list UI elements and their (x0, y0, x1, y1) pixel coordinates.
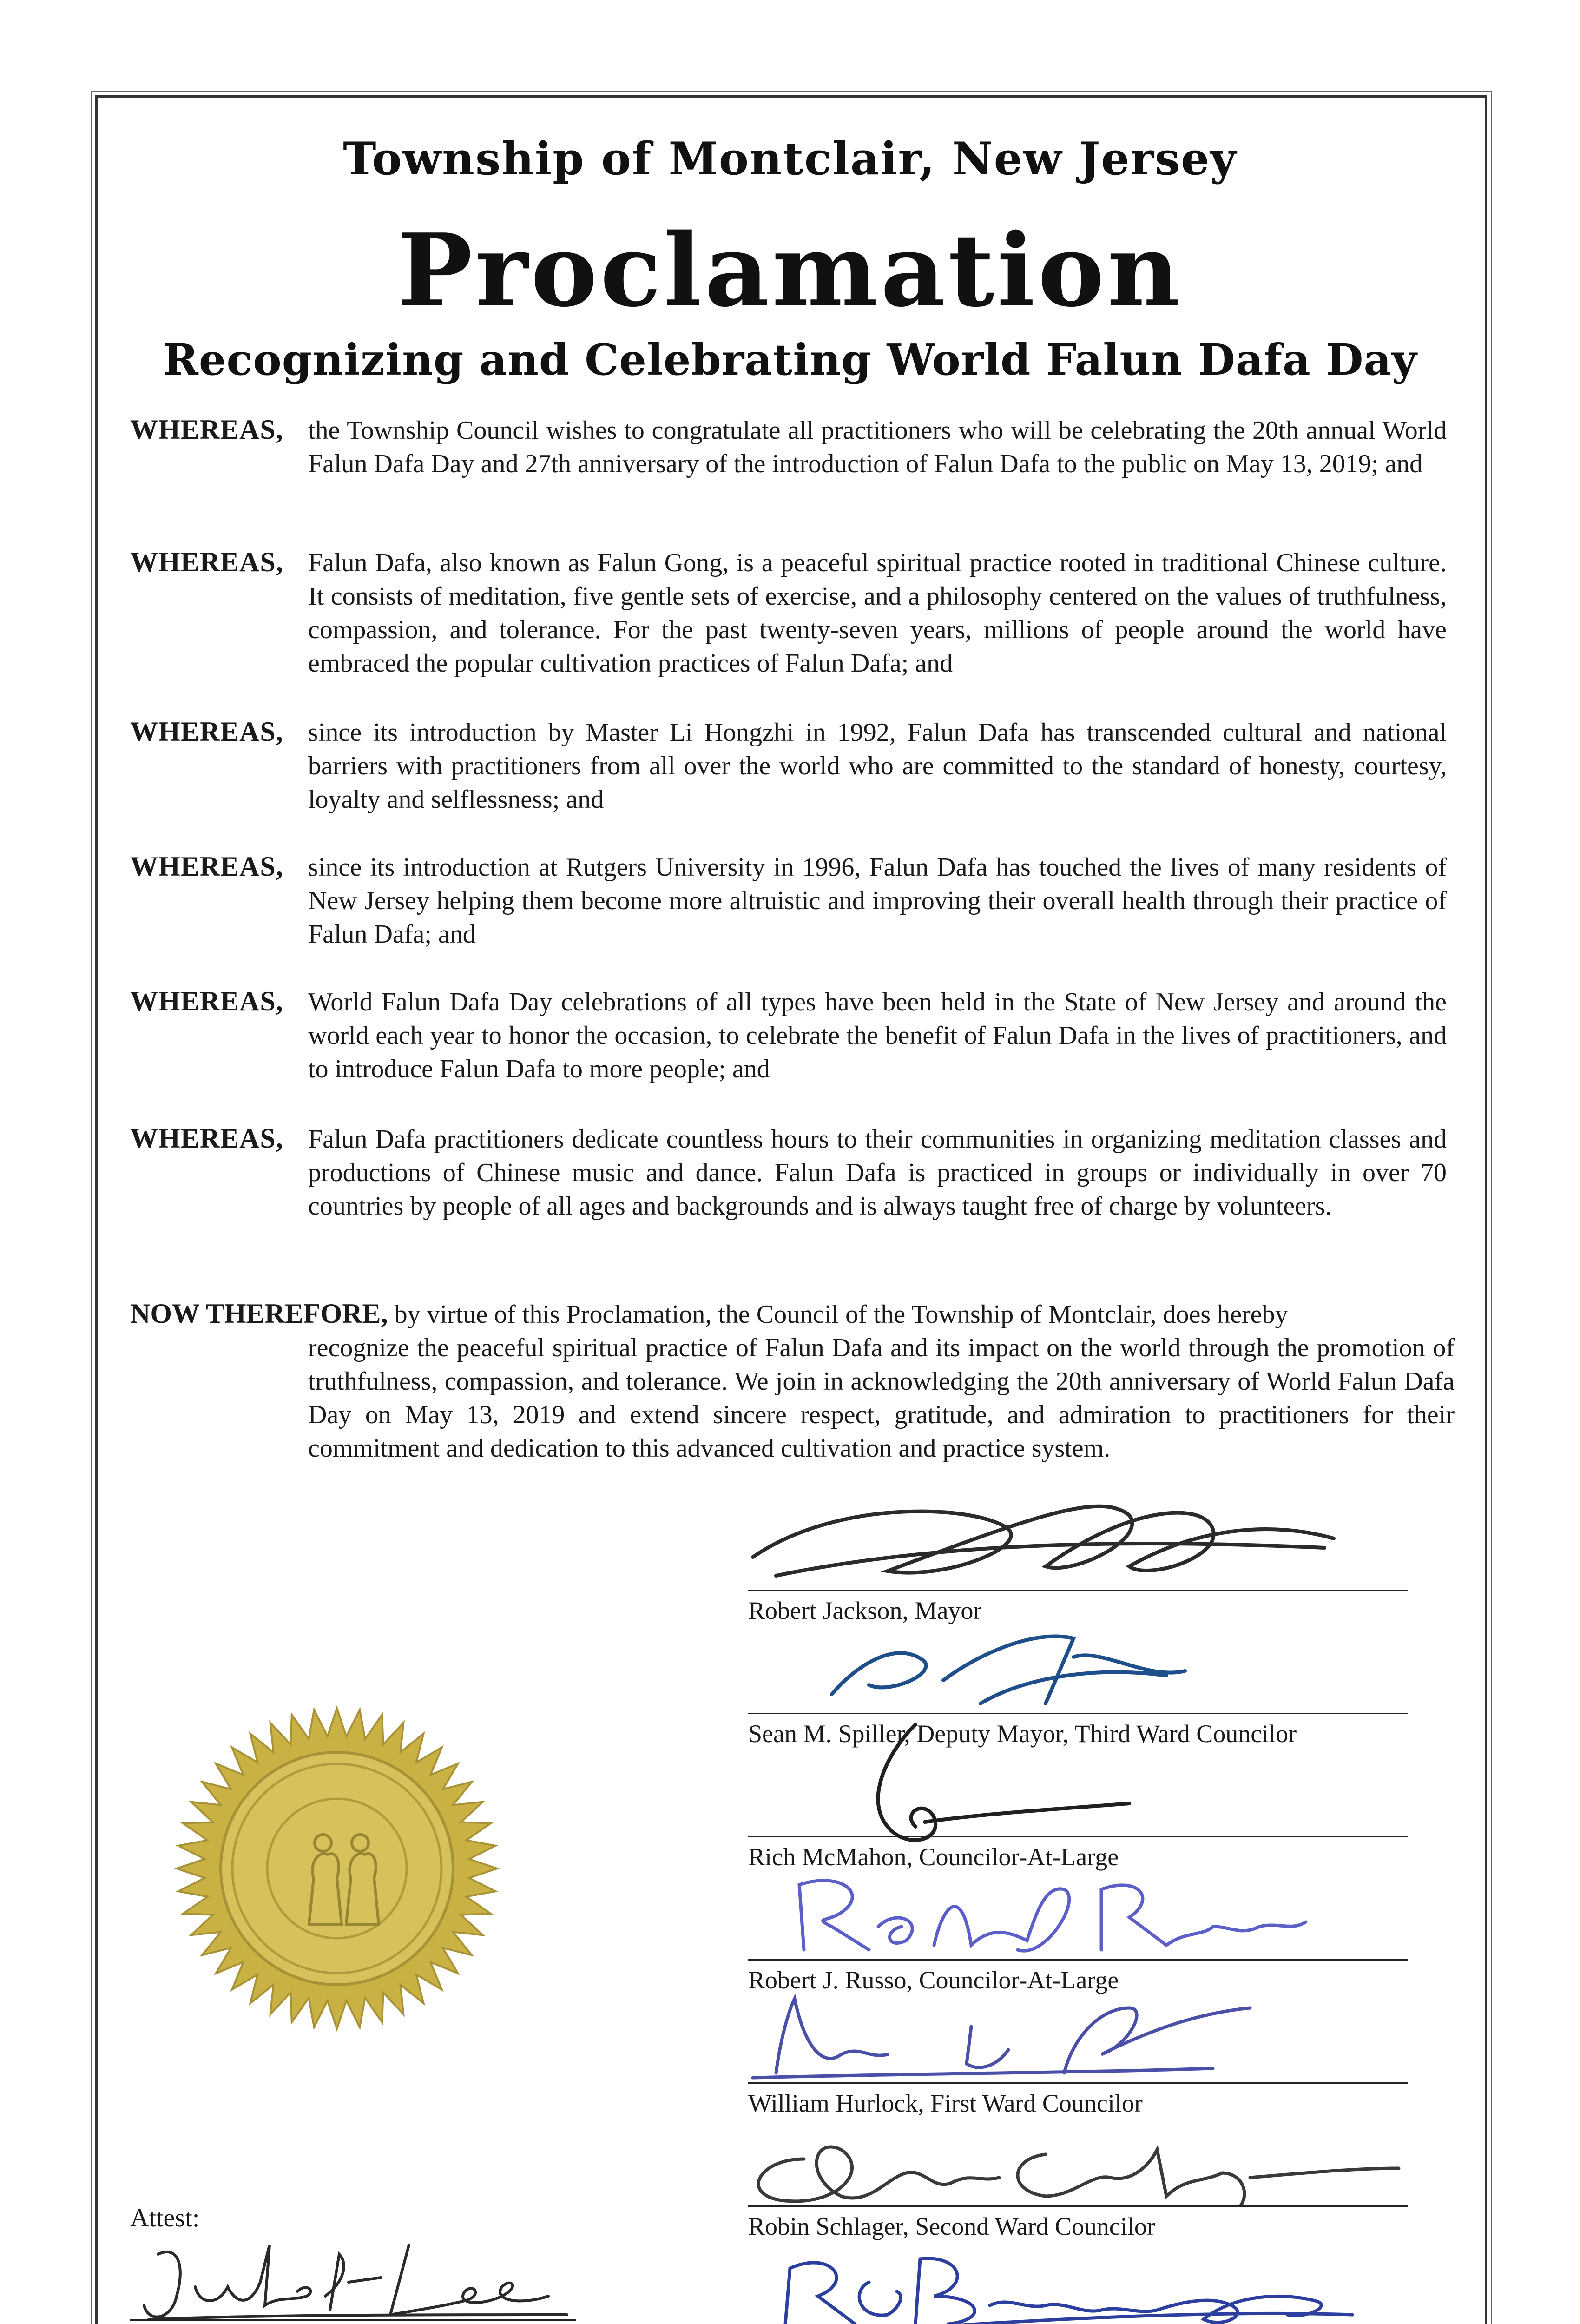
clause-text: since its introduction by Master Li Hongzhi in 1992, Falun Dafa has transcended cultural and national barriers with practitioners from all over the world who are committed to the standard of honesty, courtesy, loyalty and selflessness; and (308, 718, 1447, 814)
signatory-name: Robert J. Russo, Councilor-At-Large (748, 1966, 1119, 1994)
township-seal-icon (170, 1701, 504, 2036)
signature-russo-icon (748, 1857, 1408, 1964)
proclamation-title: Proclamation (397, 211, 1183, 329)
signature-line (748, 1959, 1408, 1961)
clause-keyword: WHEREAS, (130, 1123, 283, 1154)
signature-line (748, 2082, 1408, 2084)
signature-line (748, 1836, 1408, 1837)
now-therefore-first-line (130, 1297, 1455, 1331)
signature-hurlock-icon (748, 1980, 1408, 2087)
signature-line (748, 2205, 1408, 2207)
signatory-name: Rich McMahon, Councilor-At-Large (748, 1843, 1119, 1871)
signatory-name: Robin Schlager, Second Ward Councilor (748, 2212, 1155, 2240)
signature-line (748, 1590, 1408, 1591)
clause-text: World Falun Dafa Day celebrations of all types have been held in the State of New Jersey and around the world each year to honor the occasion, to celebrate the benefit of Falun Dafa in the lives of practitioners, and to introduce Falun Dafa to more people; and (308, 988, 1447, 1083)
signature-jackson-icon (748, 1487, 1408, 1594)
clause-text: Falun Dafa practitioners dedicate countless hours to their communities in organizing meditation classes and productions of Chinese music and dance. Falun Dafa is practiced in groups or individually in over 70 countries by people of all ages and backgrounds and is always taught free of charge by volunteers. (308, 1125, 1447, 1221)
signature-spiller-icon (748, 1611, 1408, 1717)
attest-signature-line (130, 2319, 576, 2321)
clause-keyword: WHEREAS, (130, 851, 283, 882)
signature-lee-icon (130, 2226, 576, 2324)
township-heading: Township of Montclair, New Jersey (343, 132, 1237, 185)
clause-text: the Township Council wishes to congratulate all practitioners who will be celebrating the 20th annual World Falun Dafa Day and 27th anniversary of the introduction of Falun Dafa to the public on May 13, 2019; and (308, 416, 1447, 478)
signature-mcmahon-icon (748, 1734, 1408, 1841)
now-therefore-opening: by virtue of this Proclamation, the Council of the Township of Montclair, does hereby (394, 1300, 1288, 1329)
attest-label: Attest: (130, 2204, 200, 2232)
clause-text: since its introduction at Rutgers University in 1996, Falun Dafa has touched the lives of many residents of New Jersey helping them become more altruistic and improving their overall health through their practice of Falun Dafa; and (308, 853, 1447, 949)
signatory-name: William Hurlock, First Ward Councilor (748, 2089, 1143, 2117)
clause-keyword: WHEREAS, (130, 986, 283, 1017)
signature-baskerville-icon (748, 2226, 1408, 2324)
signature-schlager-icon (748, 2103, 1408, 2210)
now-therefore-text: recognize the peaceful spiritual practice of Falun Dafa and its impact on the world through the promotion of truthfulness, compassion, and tolerance. We join in acknowledging the 20th anniversary of World Falun Dafa Day on May 13, 2019 and extend sincere respect, gratitude, and admiration to practitioners for their commitment and dedication to this advanced cultivation and practice system. (308, 1334, 1455, 1463)
now-therefore-clause (130, 1297, 1455, 1465)
clause-keyword: WHEREAS, (130, 414, 283, 445)
proclamation-subtitle: Recognizing and Celebrating World Falun Dafa Day (163, 335, 1417, 385)
clause-keyword: WHEREAS, (130, 547, 283, 577)
signatory-name: Sean M. Spiller, Deputy Mayor, Third Ward Councilor (748, 1720, 1297, 1748)
signature-line (748, 1713, 1408, 1714)
clause-keyword: WHEREAS, (130, 716, 283, 747)
now-therefore-keyword: NOW THEREFORE, (130, 1298, 388, 1329)
signatory-name: Robert Jackson, Mayor (748, 1597, 982, 1624)
clause-text: Falun Dafa, also known as Falun Gong, is a peaceful spiritual practice rooted in traditional Chinese culture. It consists of meditation, five gentle sets of exercise, and a philosophy centered on the values of truthfulness, compassion, and tolerance. For the past twenty-seven years, millions of people around the world have embraced the popular cultivation practices of Falun Dafa; and (308, 548, 1447, 678)
